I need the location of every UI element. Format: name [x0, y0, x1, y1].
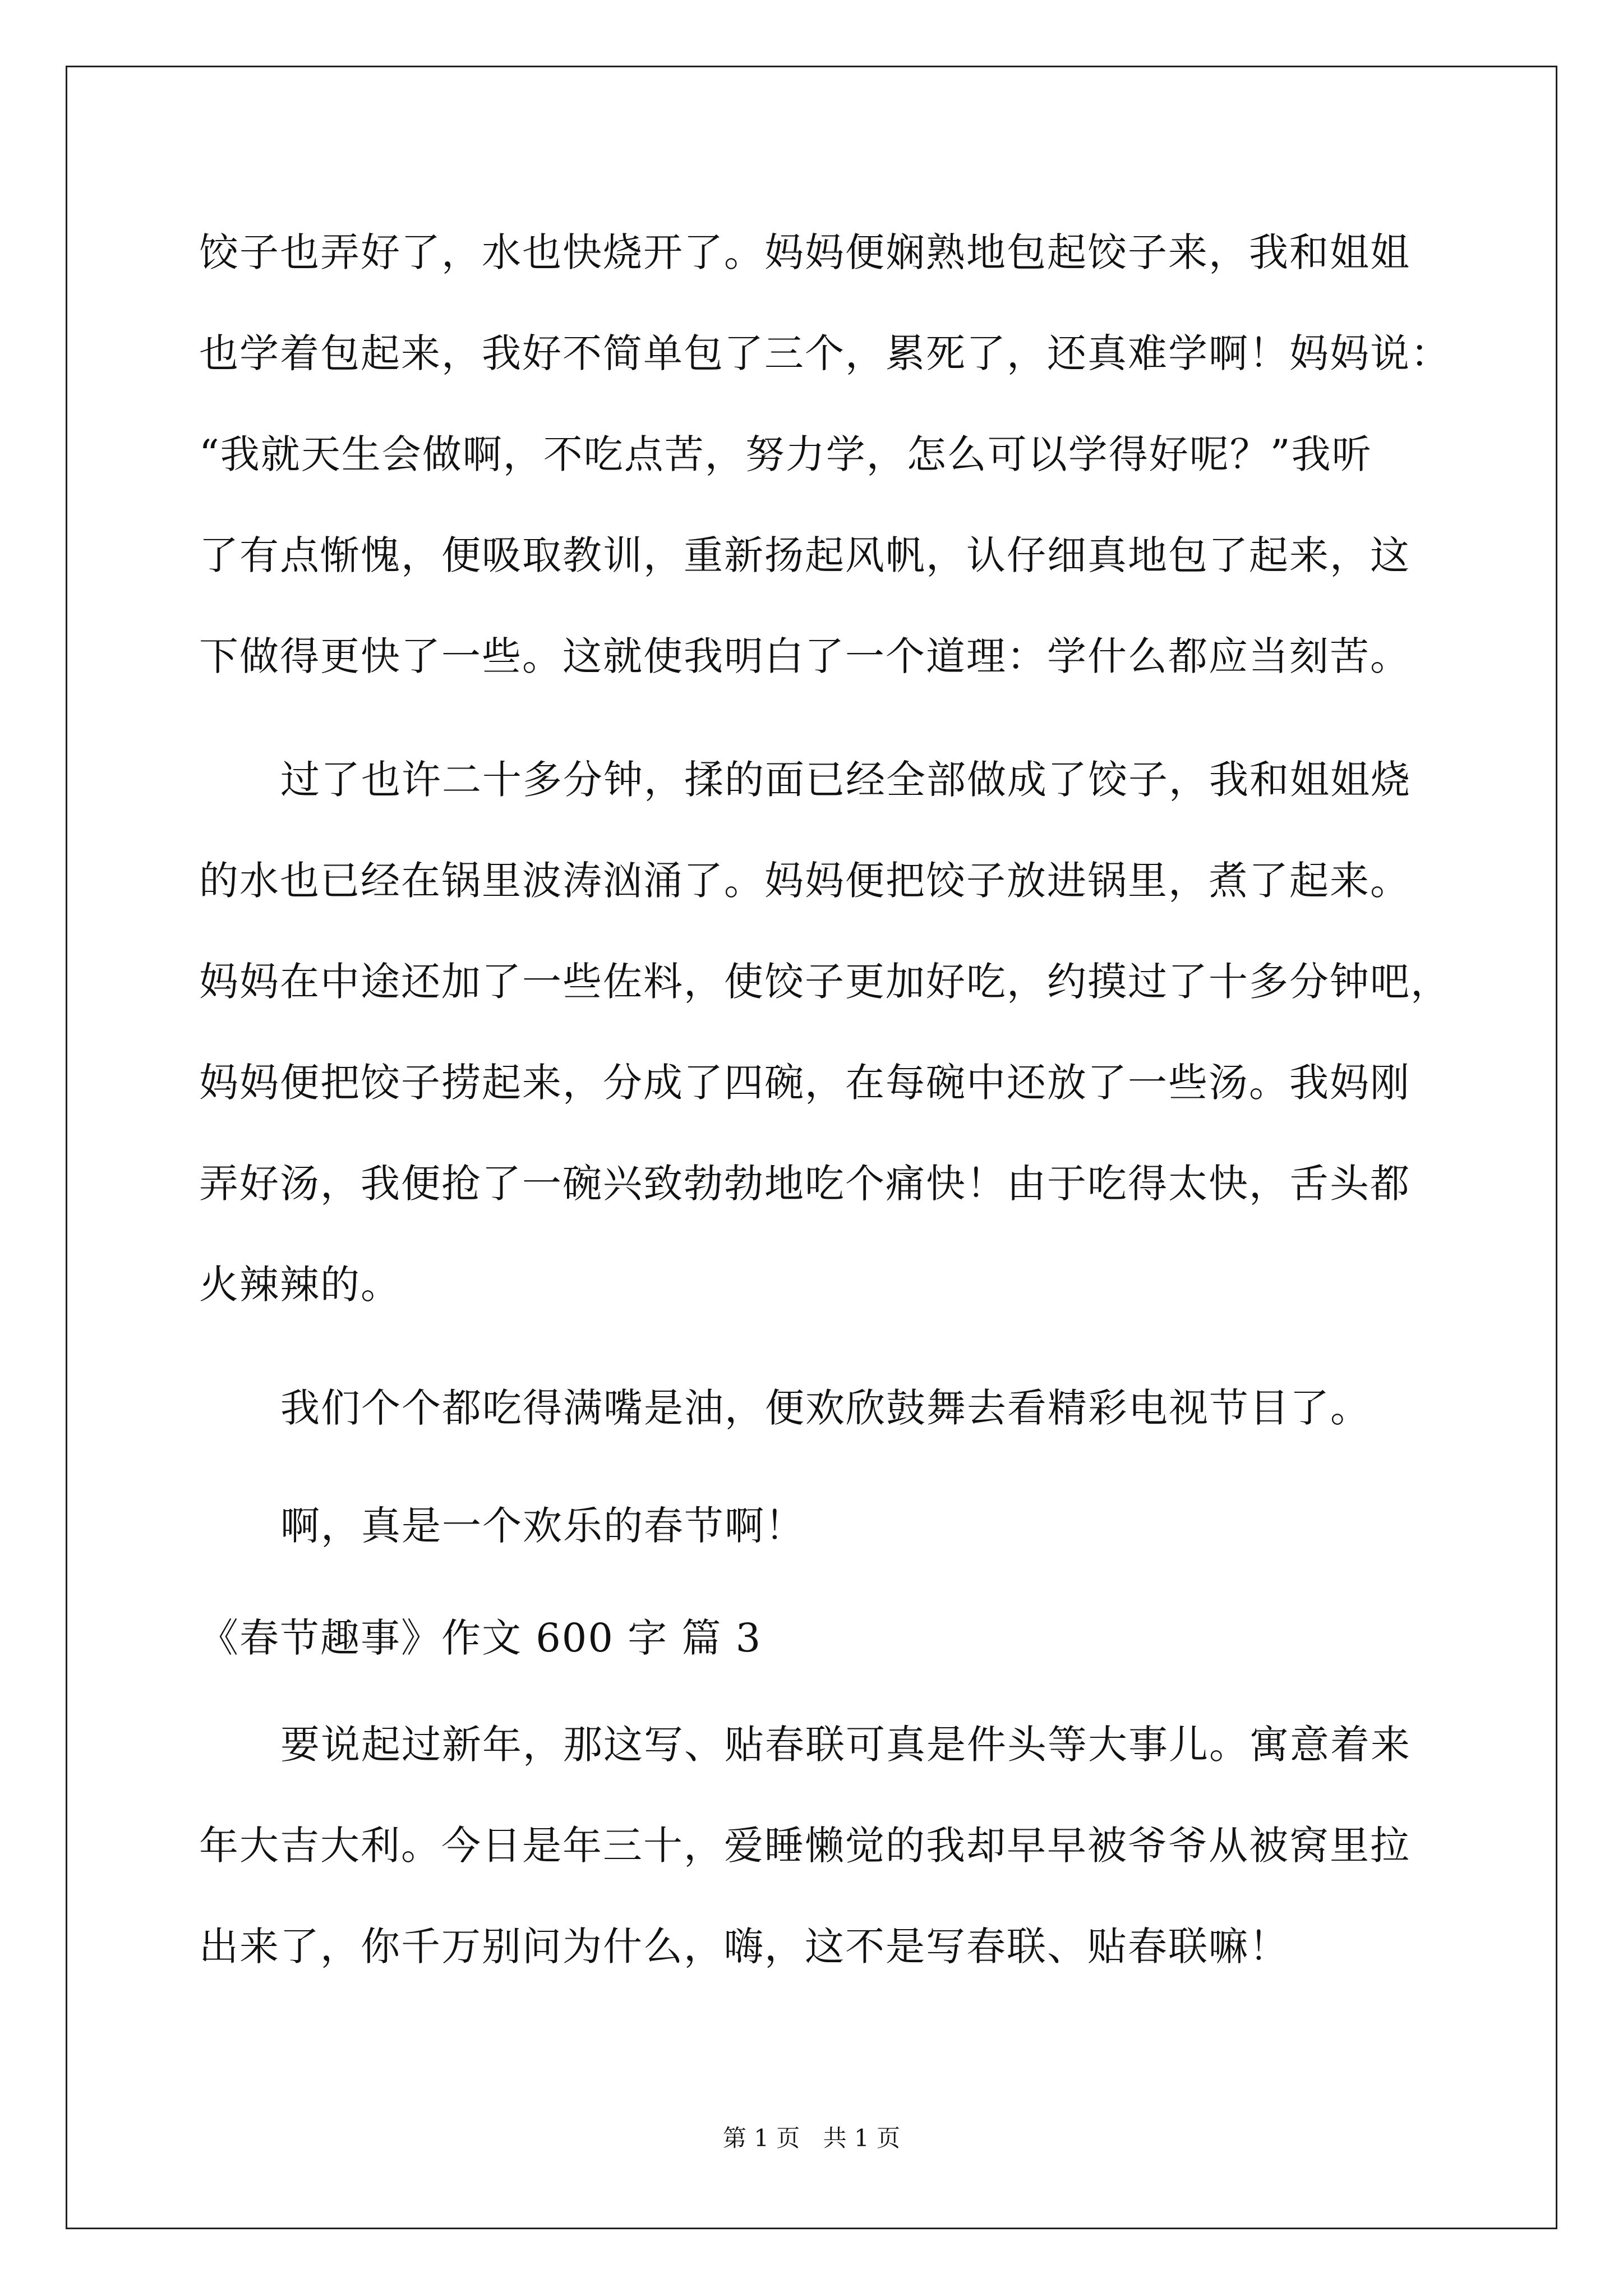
paragraph-line: 下做得更快了一些。这就使我明白了一个道理：学什么都应当刻苦。 [199, 633, 1410, 679]
paragraph-line: 妈妈在中途还加了一些佐料，使饺子更加好吃，约摸过了十多分钟吧， [199, 959, 1451, 1005]
paragraph-line: 妈妈便把饺子捞起来，分成了四碗，在每碗中还放了一些汤。我妈刚 [199, 1060, 1410, 1106]
paragraph-line: 我们个个都吃得满嘴是油，便欢欣鼓舞去看精彩电视节目了。 [280, 1385, 1371, 1431]
paragraph-line: 要说起过新年，那这写、贴春联可真是件头等大事儿。寓意着来 [280, 1722, 1411, 1768]
paragraph-line: 出来了，你千万别问为什么，嗨，这不是写春联、贴春联嘛！ [199, 1924, 1289, 1970]
page-total: 共 1 页 [823, 2124, 901, 2152]
page-number: 第 1 页 [722, 2124, 800, 2152]
paragraph-line: 啊，真是一个欢乐的春节啊！ [280, 1503, 805, 1549]
paragraph-line: 了有点惭愧，便吸取教训，重新扬起风帆，认仔细真地包了起来，这 [199, 532, 1410, 578]
paragraph-line: 火辣辣的。 [199, 1262, 401, 1308]
page-border [66, 66, 1557, 2229]
paragraph-line: “我就天生会做啊，不吃点苦，努力学，怎么可以学得好呢？”我听 [199, 431, 1372, 477]
paragraph-line: 饺子也弄好了，水也快烧开了。妈妈便娴熟地包起饺子来，我和姐姐 [199, 229, 1410, 275]
paragraph-line: 也学着包起来，我好不简单包了三个，累死了，还真难学啊！妈妈说： [199, 330, 1451, 376]
paragraph-line: 的水也已经在锅里波涛汹涌了。妈妈便把饺子放进锅里，煮了起来。 [199, 858, 1410, 904]
paragraph-line: 过了也许二十多分钟，揉的面已经全部做成了饺子，我和姐姐烧 [280, 757, 1411, 803]
section-heading: 《春节趣事》作文 600 字 篇 3 [199, 1615, 762, 1661]
paragraph-line: 年大吉大利。今日是年三十，爱睡懒觉的我却早早被爷爷从被窝里拉 [199, 1823, 1410, 1869]
page-footer [0, 2122, 1623, 2155]
paragraph-line: 弄好汤，我便抢了一碗兴致勃勃地吃个痛快！由于吃得太快，舌头都 [199, 1161, 1410, 1207]
